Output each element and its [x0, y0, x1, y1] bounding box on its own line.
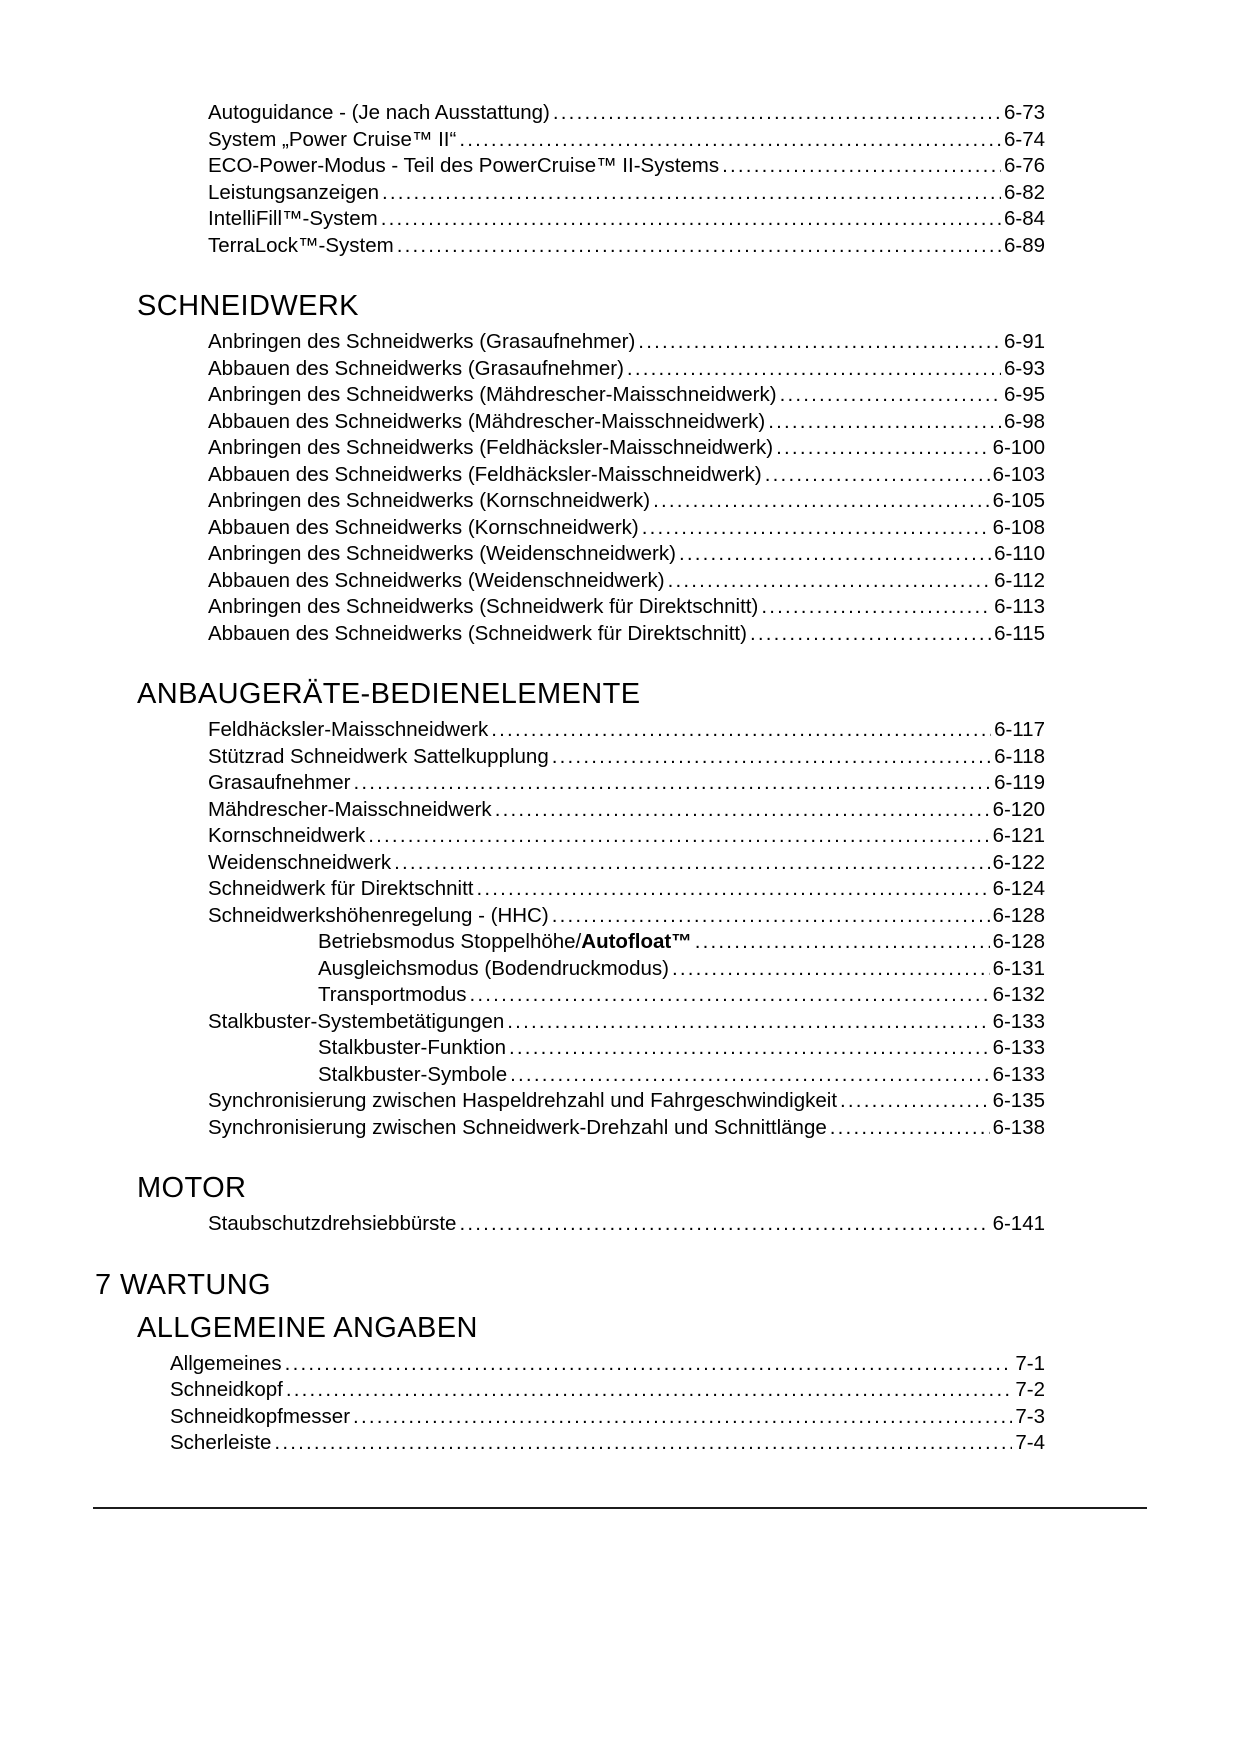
dot-leader — [459, 127, 1001, 154]
toc-entry-title: Allgemeines — [170, 1351, 282, 1375]
dot-leader — [552, 903, 990, 930]
toc-entry-page: 6-121 — [992, 824, 1045, 847]
toc-entry-page: 7-4 — [1015, 1431, 1045, 1454]
toc-entry — [208, 770, 1045, 797]
toc-entry-page: 6-141 — [992, 1212, 1045, 1235]
toc-entry-title: Abbauen des Schneidwerks (Feldhäcksler-Maisschneidwerk) — [208, 462, 762, 486]
toc-entry-page: 7-2 — [1015, 1378, 1045, 1401]
toc-entry — [170, 1377, 1045, 1404]
dot-leader — [553, 100, 1001, 127]
toc-entry-page: 7-1 — [1015, 1351, 1045, 1375]
toc-entry-page: 6-115 — [994, 621, 1045, 645]
dot-leader — [679, 541, 991, 568]
toc-entry-page: 6-124 — [992, 877, 1045, 900]
toc-entry-title: Anbringen des Schneidwerks (Feldhäcksler-Maisschneidwerk) — [208, 436, 774, 459]
section-heading: SCHNEIDWERK — [137, 290, 359, 322]
toc-entry-page: 6-82 — [1003, 180, 1045, 204]
dot-leader — [552, 744, 991, 771]
toc-entry — [208, 1009, 1045, 1036]
toc-entry-title: Anbringen des Schneidwerks (Kornschneidwerk) — [208, 489, 651, 512]
toc-entry — [318, 956, 1045, 983]
toc-entry-title: Stalkbuster-Funktion — [318, 1036, 507, 1059]
toc-entry-page: 7-3 — [1015, 1404, 1045, 1428]
toc-entry — [208, 850, 1045, 877]
toc-entry-page: 6-93 — [1003, 356, 1045, 380]
dot-leader — [381, 206, 1001, 233]
toc-entry — [208, 621, 1045, 648]
dot-leader — [750, 621, 991, 648]
dot-leader — [668, 568, 992, 595]
toc-entry-title: ECO-Power-Modus - Teil des PowerCruise™ II-Systems — [208, 154, 720, 177]
toc-entry-page: 6-100 — [992, 436, 1045, 459]
dot-leader — [368, 823, 989, 850]
toc-entry-page: 6-84 — [1003, 207, 1045, 230]
footer-rule — [93, 1507, 1147, 1509]
dot-leader — [765, 462, 990, 489]
toc-entry — [208, 180, 1045, 207]
toc-entry — [208, 100, 1045, 127]
dot-leader — [672, 956, 990, 983]
toc-entry-title: TerraLock™-System — [208, 233, 394, 257]
dot-leader — [840, 1088, 990, 1115]
toc-entry-title: Scherleiste — [170, 1431, 272, 1454]
toc-entry — [208, 1088, 1045, 1115]
toc-entry-title: Betriebsmodus Stoppelhöhe/Autofloat™ — [318, 930, 692, 953]
dot-leader — [397, 233, 1001, 260]
toc-entry-page: 6-73 — [1003, 101, 1045, 124]
toc-entry-title: Synchronisierung zwischen Haspeldrehzahl und Fahrgeschwindigkeit — [208, 1089, 838, 1112]
toc-entry — [208, 1211, 1045, 1238]
toc-entry-title: Abbauen des Schneidwerks (Mähdrescher-Maisschneidwerk) — [208, 409, 766, 433]
dot-leader — [382, 180, 1001, 207]
toc-entry — [208, 717, 1045, 744]
toc-entry — [208, 744, 1045, 771]
toc-entry — [170, 1430, 1045, 1457]
toc-entry-page: 6-128 — [992, 930, 1045, 953]
dot-leader — [768, 409, 1001, 436]
toc-entry — [208, 568, 1045, 595]
dot-leader — [470, 982, 990, 1009]
toc-entry — [208, 903, 1045, 930]
toc-entry — [208, 515, 1045, 542]
toc-entry-page: 6-138 — [992, 1115, 1045, 1139]
toc-entry-page: 6-122 — [992, 850, 1045, 874]
toc-entry-title: Schneidkopf — [170, 1378, 283, 1401]
toc-entry-title: Anbringen des Schneidwerks (Weidenschneidwerk) — [208, 542, 676, 565]
dot-leader — [286, 1377, 1013, 1404]
toc-entry-title: Leistungsanzeigen — [208, 180, 379, 204]
dot-leader — [394, 850, 989, 877]
toc-entry-title: Synchronisierung zwischen Schneidwerk-Drehzahl und Schnittlänge — [208, 1115, 827, 1139]
dot-leader — [653, 488, 989, 515]
toc-entry — [208, 409, 1045, 436]
section-heading: ALLGEMEINE ANGABEN — [137, 1311, 478, 1344]
dot-leader — [642, 515, 990, 542]
dot-leader — [285, 1351, 1013, 1378]
dot-leader — [459, 1211, 989, 1238]
toc-entry-title: Kornschneidwerk — [208, 824, 366, 847]
toc-entry — [318, 1062, 1045, 1089]
toc-entry — [208, 797, 1045, 824]
toc-entry — [208, 127, 1045, 154]
toc-entry — [208, 153, 1045, 180]
dot-leader — [627, 356, 1001, 383]
toc-entry-page: 6-76 — [1003, 154, 1045, 177]
toc-entry — [170, 1351, 1045, 1378]
chapter-heading: 7 WARTUNG — [95, 1268, 271, 1301]
toc-entry-title: Feldhäcksler-Maisschneidwerk — [208, 718, 489, 741]
dot-leader — [780, 382, 1001, 409]
toc-entry-title: Anbringen des Schneidwerks (Grasaufnehmer) — [208, 330, 636, 353]
toc-entry-page: 6-95 — [1003, 383, 1045, 406]
section-heading: ANBAUGERÄTE-BEDIENELEMENTE — [137, 678, 641, 710]
dot-leader — [353, 770, 991, 797]
toc-entry-page: 6-133 — [992, 1009, 1045, 1033]
dot-leader — [509, 1035, 990, 1062]
toc-entry-page: 6-98 — [1003, 409, 1045, 433]
toc-entry — [208, 356, 1045, 383]
toc-entry-title: Mähdrescher-Maisschneidwerk — [208, 797, 492, 821]
toc-entry-page: 6-135 — [992, 1089, 1045, 1112]
toc-entry-title: Weidenschneidwerk — [208, 850, 392, 874]
toc-entry-page: 6-105 — [992, 489, 1045, 512]
dot-leader — [830, 1115, 990, 1142]
toc-entry — [208, 233, 1045, 260]
toc-entry-title: Ausgleichsmodus (Bodendruckmodus) — [318, 956, 669, 980]
toc-entry-title: Schneidkopfmesser — [170, 1404, 351, 1428]
toc-entry-title: Abbauen des Schneidwerks (Grasaufnehmer) — [208, 356, 624, 380]
toc-entry-title: Transportmodus — [318, 983, 467, 1006]
toc-entry — [208, 594, 1045, 621]
toc-entry-page: 6-117 — [994, 718, 1045, 741]
toc-entry-page: 6-91 — [1003, 330, 1045, 353]
toc-entry — [208, 329, 1045, 356]
toc-entry-page: 6-133 — [992, 1062, 1045, 1086]
toc-entry — [208, 488, 1045, 515]
toc-entry — [208, 1115, 1045, 1142]
toc-entry-page: 6-103 — [992, 462, 1045, 486]
toc-entry — [318, 1035, 1045, 1062]
toc-entry-page: 6-74 — [1003, 127, 1045, 151]
toc-entry-page: 6-113 — [994, 595, 1045, 618]
toc-entry-title: Autoguidance - (Je nach Ausstattung) — [208, 101, 550, 124]
toc-entry-page: 6-119 — [994, 771, 1045, 794]
dot-leader — [495, 797, 990, 824]
toc-entry — [208, 876, 1045, 903]
toc-entry-page: 6-120 — [992, 797, 1045, 821]
toc-entry-title: Anbringen des Schneidwerks (Mähdrescher-Maisschneidwerk) — [208, 383, 777, 406]
dot-leader — [274, 1430, 1012, 1457]
dot-leader — [491, 717, 991, 744]
toc-entry-title: Stalkbuster-Systembetätigungen — [208, 1009, 505, 1033]
dot-leader — [476, 876, 989, 903]
toc-entry-page: 6-89 — [1003, 233, 1045, 257]
toc-entry-page: 6-108 — [992, 515, 1045, 539]
dot-leader — [761, 594, 991, 621]
toc-entry-title: Stützrad Schneidwerk Sattelkupplung — [208, 744, 549, 768]
toc-entry-page: 6-118 — [994, 744, 1045, 768]
dot-leader — [353, 1404, 1012, 1431]
toc-entry-page: 6-131 — [992, 956, 1045, 980]
dot-leader — [507, 1009, 989, 1036]
section-heading: MOTOR — [137, 1172, 247, 1204]
toc-entry-title: Grasaufnehmer — [208, 771, 351, 794]
dot-leader — [638, 329, 1001, 356]
dot-leader — [695, 929, 990, 956]
toc-entry-title: Schneidwerk für Direktschnitt — [208, 877, 474, 900]
toc-entry-page: 6-133 — [992, 1036, 1045, 1059]
toc-entry-page: 6-112 — [994, 568, 1045, 592]
toc-entry — [208, 462, 1045, 489]
dot-leader — [510, 1062, 989, 1089]
toc-entry-page: 6-110 — [994, 542, 1045, 565]
dot-leader — [722, 153, 1001, 180]
toc-entry-title-bold: Autofloat™ — [581, 930, 692, 953]
toc-entry-page: 6-132 — [992, 983, 1045, 1006]
toc-entry-title: System „Power Cruise™ II“ — [208, 127, 457, 151]
toc-entry-title: Anbringen des Schneidwerks (Schneidwerk für Direktschnitt) — [208, 595, 759, 618]
toc-entry — [318, 929, 1045, 956]
toc-entry — [208, 206, 1045, 233]
toc-entry-title: Abbauen des Schneidwerks (Weidenschneidwerk) — [208, 568, 665, 592]
toc-entry-title: Staubschutzdrehsiebbürste — [208, 1212, 457, 1235]
toc-entry-page: 6-128 — [992, 903, 1045, 927]
toc-entry — [208, 541, 1045, 568]
toc-entry-title: IntelliFill™-System — [208, 207, 378, 230]
toc-entry — [208, 382, 1045, 409]
toc-entry-title: Stalkbuster-Symbole — [318, 1062, 508, 1086]
toc-entry — [208, 823, 1045, 850]
toc-entry-title: Schneidwerkshöhenregelung - (HHC) — [208, 903, 549, 927]
toc-entry — [318, 982, 1045, 1009]
dot-leader — [776, 435, 989, 462]
toc-entry — [170, 1404, 1045, 1431]
toc-entry-title: Abbauen des Schneidwerks (Schneidwerk für Direktschnitt) — [208, 621, 747, 645]
toc-entry-title: Abbauen des Schneidwerks (Kornschneidwerk) — [208, 515, 639, 539]
toc-entry — [208, 435, 1045, 462]
